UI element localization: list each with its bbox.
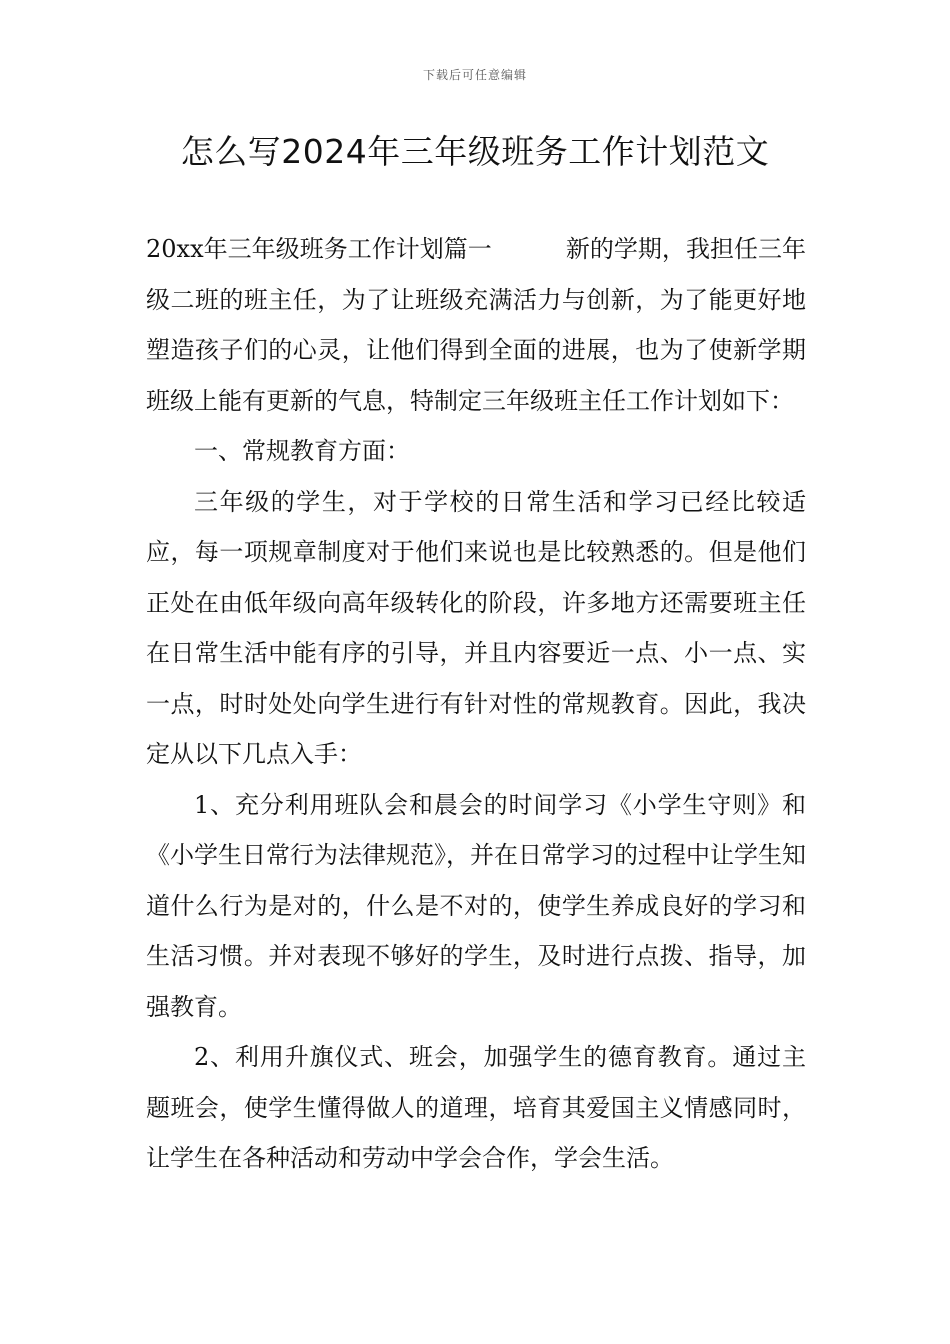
document-title: 怎么写2024年三年级班务工作计划范文 (180, 132, 770, 171)
body-paragraph: 2、利用升旗仪式、班会，加强学生的德育教育。通过主题班会，使学生懂得做人的道理，培育其爱国主义情感同时，让学生在各种活动和劳动中学会合作，学会生活。 (146, 1043, 806, 1172)
header-note: 下载后可任意编辑 (422, 68, 527, 82)
intro-paragraph (146, 224, 806, 426)
intro-lead: 20xx年三年级班务工作计划篇一 (146, 235, 492, 263)
section-heading: 一、常规教育方面： (194, 437, 410, 465)
body-paragraph: 三年级的学生，对于学校的日常生活和学习已经比较适应，每一项规章制度对于他们来说也是比较熟悉的。但是他们正处在由低年级向高年级转化的阶段，许多地方还需要班主任在日常生活中能有序的引导，并且内容要近一点、小一点、实一点，时时处处向学生进行有针对性的常规教育。因此，我决定从以下几点入手： (146, 487, 806, 768)
body-paragraph: 1、充分利用班队会和晨会的时间学习《小学生守则》和《小学生日常行为法律规范》，并在日常学习的过程中让学生知道什么行为是对的，什么是不对的，使学生养成良好的学习和生活习惯。并对表现不够好的学生，及时进行点拨、指导，加强教育。 (146, 790, 806, 1021)
intro-text: 新的学期，我担任三年级二班的班主任，为了让班级充满活力与创新，为了能更好地塑造孩子们的心灵，让他们得到全面的进展，也为了使新学期班级上能有更新的气息，特制定三年级班主任工作计划如下： (146, 235, 807, 415)
document-body (146, 224, 806, 1184)
